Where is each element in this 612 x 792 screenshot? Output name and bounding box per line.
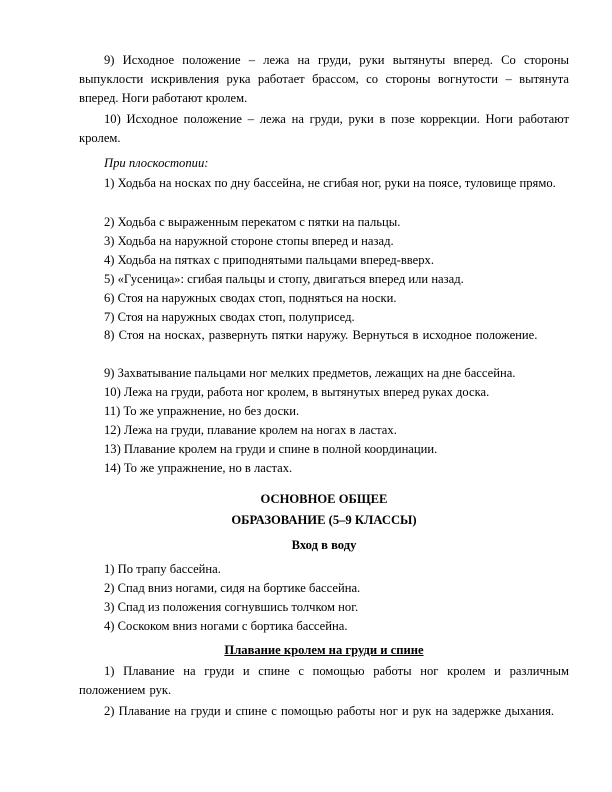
flatfoot-subheading: При плоскостопии: (104, 156, 209, 170)
flatfoot-item-7: 7) Стоя на наружных сводах стоп, полуприсед. (104, 310, 355, 324)
entry-item-3: 3) Спад из положения согнувшись толчком ног. (104, 600, 359, 614)
flatfoot-item-10: 10) Лежа на груди, работа ног кролем, в вытянутых вперед руках доска. (104, 385, 490, 399)
section-title-line-1: ОСНОВНОЕ ОБЩЕЕ (260, 492, 388, 506)
flatfoot-item-8: 8) Стоя на носках, развернуть пятки наружу. Вернуться в исходное положение. (104, 328, 538, 342)
flatfoot-item-4: 4) Ходьба на пятках с приподнятыми пальцами вперед-вверх. (104, 253, 435, 267)
entry-item-1: 1) По трапу бассейна. (104, 562, 221, 576)
exercise-item-9: 9) Исходное положение – лежа на груди, руки вытянуты вперед. Со стороны выпуклости искривления рука работает брассом, со стороны вогнутости – вытянута вперед. Ноги работают кролем. (79, 53, 569, 105)
flatfoot-item-5: 5) «Гусеница»: сгибая пальцы и стопу, двигаться вперед или назад. (104, 272, 464, 286)
crawl-item-1: 1) Плавание на груди и спине с помощью работы ног кролем и различным положением рук. (79, 664, 569, 697)
flatfoot-item-3: 3) Ходьба на наружной стороне стопы вперед и назад. (104, 234, 394, 248)
flatfoot-item-9: 9) Захватывание пальцами ног мелких предметов, лежащих на дне бассейна. (104, 366, 516, 380)
flatfoot-item-2: 2) Ходьба с выраженным перекатом с пятки на пальцы. (104, 215, 401, 229)
entry-heading: Вход в воду (291, 538, 357, 552)
crawl-heading (79, 640, 569, 661)
section-title-line-2: ОБРАЗОВАНИЕ (5–9 КЛАССЫ) (231, 513, 417, 527)
entry-item-2: 2) Спад вниз ногами, сидя на бортике бассейна. (104, 581, 361, 595)
flatfoot-item-1: 1) Ходьба на носках по дну бассейна, не сгибая ног, руки на поясе, туловище прямо. (104, 176, 556, 190)
crawl-item-2: 2) Плавание на груди и спине с помощью работы ног и рук на задержке дыхания. (104, 704, 555, 718)
entry-item-4: 4) Соскоком вниз ногами с бортика бассейна. (104, 619, 348, 633)
flatfoot-item-6: 6) Стоя на наружных сводах стоп, подняться на носки. (104, 291, 397, 305)
flatfoot-item-12: 12) Лежа на груди, плавание кролем на ногах в ластах. (104, 423, 397, 437)
flatfoot-item-11: 11) То же упражнение, но без доски. (104, 404, 300, 418)
crawl-heading-text: Плавание кролем на груди и спине (224, 643, 424, 657)
exercise-item-10: 10) Исходное положение – лежа на груди, руки в позе коррекции. Ноги работают кролем. (79, 112, 569, 145)
flatfoot-item-14: 14) То же упражнение, но в ластах. (104, 461, 293, 475)
flatfoot-item-13: 13) Плавание кролем на груди и спине в полной координации. (104, 442, 438, 456)
